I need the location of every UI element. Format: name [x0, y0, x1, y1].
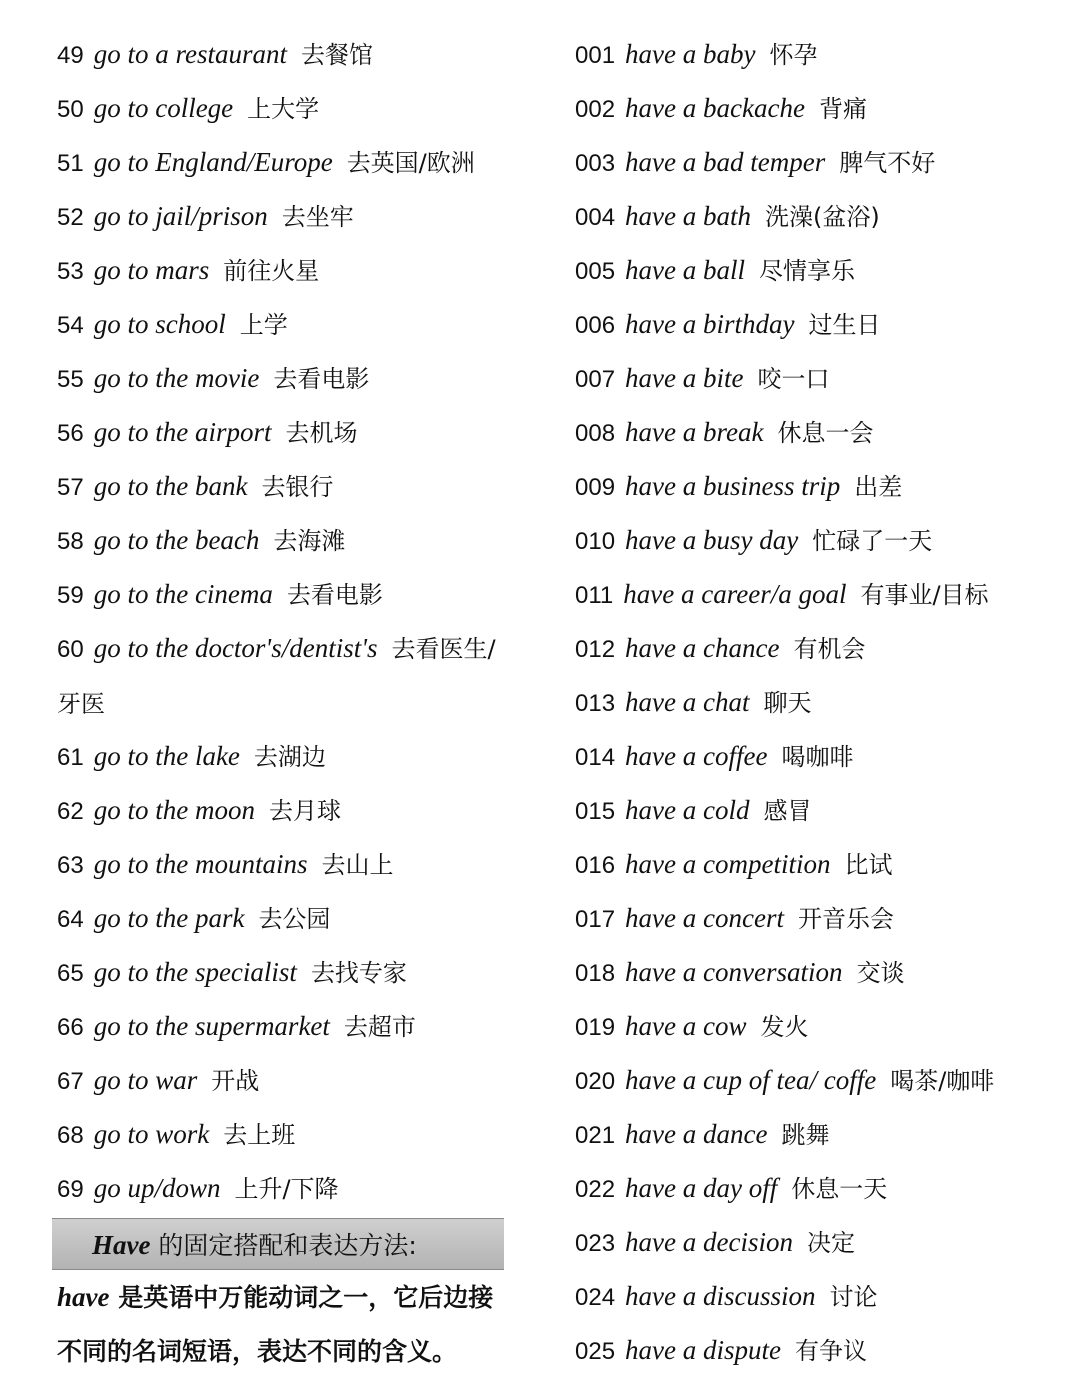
list-item [57, 567, 527, 621]
list-item [575, 945, 1070, 999]
list-item [57, 1053, 527, 1107]
list-item [575, 891, 1070, 945]
entry-number: 024 [575, 1284, 616, 1311]
list-item [57, 1161, 527, 1215]
entry-number: 61 [57, 744, 84, 771]
entry-number: 50 [57, 96, 84, 123]
list-item [575, 189, 1070, 243]
entry-chinese: 有机会 [793, 635, 866, 663]
have-intro-paragraph [57, 1270, 517, 1379]
entry-english: go to war [93, 1065, 198, 1095]
entry-english: have a decision [625, 1227, 793, 1257]
entry-chinese: 去山上 [321, 851, 394, 879]
entry-english: have a dance [625, 1119, 768, 1149]
list-item [575, 675, 1070, 729]
list-item [575, 1161, 1070, 1215]
entry-chinese: 讨论 [829, 1283, 878, 1311]
list-item [57, 999, 527, 1053]
entry-english: have a dispute [625, 1335, 782, 1365]
entry-chinese: 忙碌了一天 [812, 527, 933, 555]
entry-number: 007 [575, 366, 616, 393]
list-item [57, 27, 527, 81]
entry-number: 017 [575, 906, 616, 933]
entry-number: 018 [575, 960, 616, 987]
entry-chinese: 去海滩 [273, 527, 346, 555]
list-item [57, 837, 527, 891]
entry-number: 51 [57, 150, 84, 177]
entry-english: have a career/a goal [623, 579, 847, 609]
list-item [575, 243, 1070, 297]
intro-keyword: have [57, 1282, 110, 1312]
list-item [575, 729, 1070, 783]
entry-english: go to the bank [93, 471, 248, 501]
entry-number: 002 [575, 96, 616, 123]
entry-number: 59 [57, 582, 84, 609]
entry-chinese: 去超市 [343, 1013, 416, 1041]
heading-keyword: Have [92, 1230, 151, 1260]
list-item [575, 837, 1070, 891]
entry-english: go to the cinema [93, 579, 273, 609]
entry-chinese: 交谈 [856, 959, 905, 987]
entry-number: 62 [57, 798, 84, 825]
entry-number: 003 [575, 150, 616, 177]
entry-english: go to work [93, 1119, 210, 1149]
list-item [57, 135, 527, 189]
entry-english: have a cow [625, 1011, 747, 1041]
entry-english: have a backache [625, 93, 805, 123]
entry-english: go to England/Europe [93, 147, 333, 177]
entry-number: 54 [57, 312, 84, 339]
entry-english: have a cold [625, 795, 750, 825]
entry-chinese: 去上班 [223, 1121, 296, 1149]
entry-chinese: 脾气不好 [839, 149, 936, 177]
list-item [57, 729, 527, 783]
entry-english: have a concert [625, 903, 784, 933]
entry-chinese: 去英国/欧洲 [346, 149, 475, 177]
entry-english: have a chance [625, 633, 780, 663]
entry-english: have a break [625, 417, 764, 447]
entry-english: have a day off [625, 1173, 778, 1203]
entry-number: 52 [57, 204, 84, 231]
entry-number: 022 [575, 1176, 616, 1203]
entry-chinese: 开音乐会 [797, 905, 894, 933]
entry-english: go to the park [93, 903, 245, 933]
list-item [575, 567, 1070, 621]
intro-text: 是英语中万能动词之一，它后边接不同的名词短语，表达不同的含义。 [57, 1283, 494, 1366]
entry-number: 019 [575, 1014, 616, 1041]
entry-english: have a birthday [625, 309, 795, 339]
list-item [575, 351, 1070, 405]
entry-chinese: 去看电影 [273, 365, 370, 393]
entry-chinese: 去找专家 [310, 959, 407, 987]
entry-number: 010 [575, 528, 616, 555]
list-item [575, 459, 1070, 513]
entry-chinese: 休息一会 [777, 419, 874, 447]
entry-chinese: 发火 [760, 1013, 809, 1041]
list-item [57, 891, 527, 945]
entry-chinese: 有争议 [795, 1337, 868, 1365]
entry-number: 004 [575, 204, 616, 231]
entry-number: 57 [57, 474, 84, 501]
list-item [57, 189, 527, 243]
entry-english: have a discussion [625, 1281, 816, 1311]
entry-english: have a bad temper [625, 147, 826, 177]
list-item [575, 1323, 1070, 1377]
entry-chinese: 去公园 [258, 905, 331, 933]
entry-number: 55 [57, 366, 84, 393]
entry-chinese: 去坐牢 [281, 203, 354, 231]
entry-english: go to the supermarket [93, 1011, 330, 1041]
entry-english: have a busy day [625, 525, 799, 555]
entry-chinese: 决定 [807, 1229, 855, 1257]
entry-chinese: 出差 [854, 473, 903, 501]
entry-chinese: 去看医生/牙医 [57, 635, 496, 718]
list-item [57, 783, 527, 837]
entry-chinese: 开战 [211, 1067, 260, 1095]
entry-number: 020 [575, 1068, 616, 1095]
entry-english: go to the beach [93, 525, 260, 555]
list-item [57, 945, 527, 999]
entry-number: 025 [575, 1338, 616, 1365]
entry-english: go to the moon [93, 795, 255, 825]
entry-number: 011 [575, 582, 614, 609]
entry-number: 006 [575, 312, 616, 339]
entry-english: have a business trip [625, 471, 841, 501]
entry-chinese: 前往火星 [223, 257, 320, 285]
entry-chinese: 聊天 [763, 689, 812, 717]
entry-chinese: 上学 [239, 311, 288, 339]
entry-number: 65 [57, 960, 84, 987]
entry-english: go to the specialist [93, 957, 297, 987]
list-item [57, 81, 527, 135]
entry-number: 014 [575, 744, 616, 771]
entry-english: go to jail/prison [93, 201, 268, 231]
entry-number: 023 [575, 1230, 616, 1257]
entry-chinese: 去看电影 [286, 581, 383, 609]
entry-chinese: 尽情享乐 [759, 257, 856, 285]
entry-english: go to the mountains [93, 849, 308, 879]
entry-chinese: 跳舞 [781, 1121, 830, 1149]
entry-english: go to the movie [93, 363, 260, 393]
entry-number: 005 [575, 258, 616, 285]
entry-number: 67 [57, 1068, 84, 1095]
entry-chinese: 咬一口 [757, 365, 830, 393]
entry-english: have a competition [625, 849, 831, 879]
entry-number: 008 [575, 420, 616, 447]
entry-chinese: 去湖边 [253, 743, 326, 771]
list-item [575, 81, 1070, 135]
entry-chinese: 背痛 [818, 95, 867, 123]
list-item [575, 621, 1070, 675]
entry-chinese: 休息一天 [791, 1175, 888, 1203]
entry-number: 64 [57, 906, 84, 933]
entry-english: have a conversation [625, 957, 843, 987]
entry-number: 56 [57, 420, 84, 447]
list-item [575, 1053, 1070, 1107]
heading-text: 的固定搭配和表达方法: [150, 1231, 417, 1260]
entry-number: 49 [57, 42, 84, 69]
entry-chinese: 有事业/目标 [860, 581, 989, 609]
have-section-heading [52, 1218, 504, 1270]
entry-chinese: 洗澡(盆浴) [765, 203, 880, 231]
entry-chinese: 怀孕 [769, 41, 818, 69]
entry-english: have a coffee [625, 741, 768, 771]
list-item [57, 513, 527, 567]
entry-number: 009 [575, 474, 616, 501]
list-item [57, 459, 527, 513]
list-item [575, 135, 1070, 189]
entry-number: 60 [57, 636, 84, 663]
list-item [575, 999, 1070, 1053]
entry-chinese: 喝咖啡 [781, 743, 854, 771]
entry-number: 015 [575, 798, 616, 825]
entry-number: 012 [575, 636, 616, 663]
entry-english: have a ball [625, 255, 746, 285]
entry-english: go to the doctor's/dentist's [93, 633, 378, 663]
entry-number: 021 [575, 1122, 616, 1149]
list-item [575, 513, 1070, 567]
entry-english: have a bath [625, 201, 752, 231]
entry-english: have a chat [625, 687, 750, 717]
entry-chinese: 去餐馆 [300, 41, 373, 69]
entry-number: 66 [57, 1014, 84, 1041]
list-item [57, 621, 517, 729]
list-item [575, 783, 1070, 837]
list-item [575, 1215, 1070, 1269]
entry-number: 63 [57, 852, 84, 879]
entry-number: 69 [57, 1176, 84, 1203]
entry-chinese: 去月球 [268, 797, 341, 825]
entry-chinese: 比试 [844, 851, 893, 879]
entry-chinese: 上大学 [247, 95, 320, 123]
entry-number: 53 [57, 258, 84, 285]
list-item [57, 351, 527, 405]
list-item [575, 405, 1070, 459]
entry-english: have a baby [625, 39, 756, 69]
entry-english: go up/down [93, 1173, 221, 1203]
entry-english: go to the lake [93, 741, 240, 771]
entry-english: go to mars [93, 255, 210, 285]
list-item [57, 243, 527, 297]
entry-english: have a bite [625, 363, 744, 393]
list-item [57, 405, 527, 459]
entry-number: 58 [57, 528, 84, 555]
list-item [575, 297, 1070, 351]
entry-chinese: 喝茶/咖啡 [890, 1067, 995, 1095]
list-item [57, 297, 527, 351]
list-item [575, 1107, 1070, 1161]
entry-english: go to school [93, 309, 226, 339]
entry-chinese: 过生日 [808, 311, 881, 339]
list-item [575, 1269, 1070, 1323]
left-column [57, 27, 527, 1215]
list-item [57, 1107, 527, 1161]
right-column [575, 27, 1070, 1377]
entry-number: 001 [575, 42, 616, 69]
entry-english: have a cup of tea/ coffe [625, 1065, 877, 1095]
list-item [575, 27, 1070, 81]
entry-chinese: 上升/下降 [234, 1175, 339, 1203]
entry-number: 016 [575, 852, 616, 879]
entry-english: go to college [93, 93, 234, 123]
entry-english: go to a restaurant [93, 39, 287, 69]
entry-number: 68 [57, 1122, 84, 1149]
entry-chinese: 感冒 [763, 797, 812, 825]
entry-english: go to the airport [93, 417, 272, 447]
entry-number: 013 [575, 690, 616, 717]
entry-chinese: 去银行 [261, 473, 334, 501]
entry-chinese: 去机场 [285, 419, 358, 447]
